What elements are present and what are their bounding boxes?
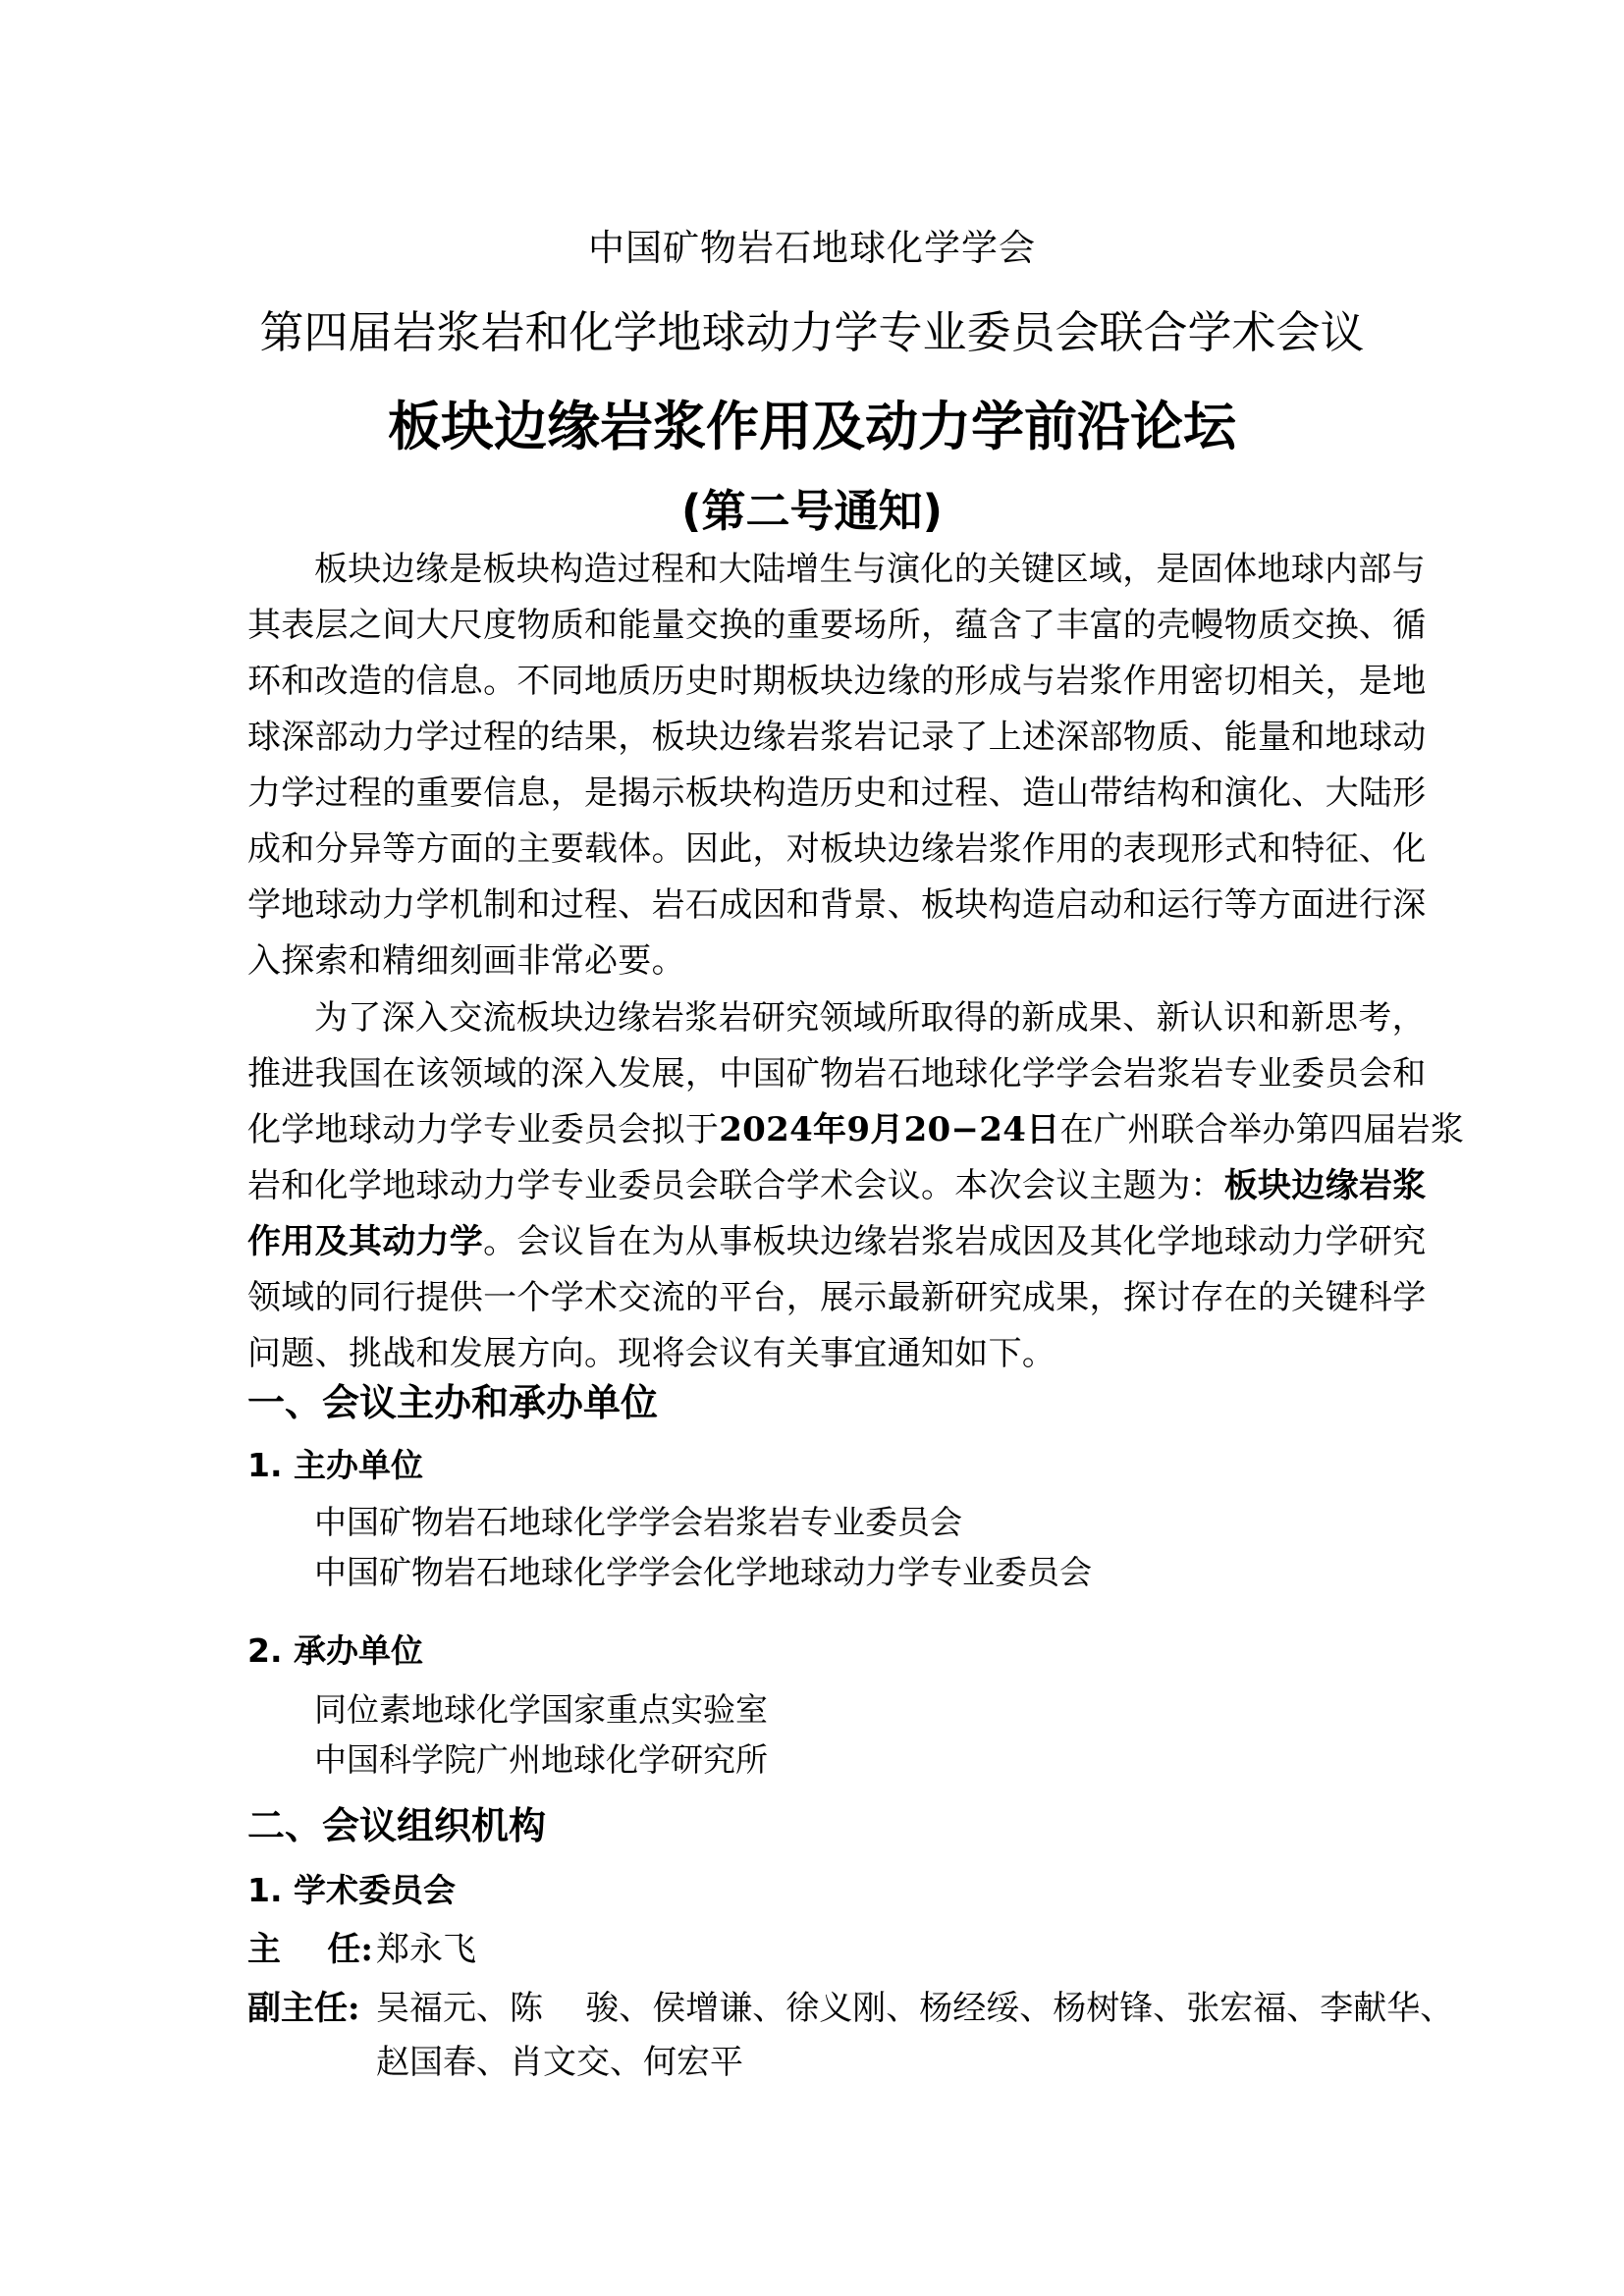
section-heading-1: 一、会议主办和承办单位 <box>247 1381 659 1424</box>
vice-chair-list: 吴福元、陈 骏、侯增谦、徐义刚、杨经绥、杨树锋、张宏福、李献华、 <box>376 1989 1454 2028</box>
forum-title: 板块边缘岩浆作用及动力学前沿论坛 <box>388 396 1236 457</box>
conference-title: 第四届岩浆岩和化学地球动力学专业委员会联合学术会议 <box>259 306 1365 358</box>
text-line: 学地球动力学机制和过程、岩石成因和背景、板块构造启动和运行等方面进行深 <box>247 885 1427 925</box>
intro-paragraph-2 <box>247 990 1465 1382</box>
committee-heading: 1. 学术委员会 <box>247 1871 456 1909</box>
chair-name: 郑永飞 <box>376 1930 476 1969</box>
vice-chair-label: 副主任: <box>247 1989 360 2028</box>
intro-paragraph-1 <box>247 542 1427 989</box>
text-line: 化学地球动力学专业委员会拟于2024年9月20−24日在广州联合举办第四届岩浆 <box>247 1110 1465 1149</box>
vice-chair-list: 赵国春、肖文交、何宏平 <box>376 2043 743 2082</box>
organizer-item: 中国科学院广州地球化学研究所 <box>314 1740 768 1779</box>
chair-label: 主 任: <box>247 1930 373 1969</box>
sponsor-heading: 1. 主办单位 <box>247 1446 423 1484</box>
text-line: 入探索和精细刻画非常必要。 <box>247 941 685 981</box>
text-line: 领域的同行提供一个学术交流的平台，展示最新研究成果，探讨存在的关键科学 <box>247 1278 1427 1317</box>
text-line: 其表层之间大尺度物质和能量交换的重要场所，蕴含了丰富的壳幔物质交换、循 <box>247 606 1427 645</box>
text-line: 为了深入交流板块边缘岩浆岩研究领域所取得的新成果、新认识和新思考， <box>314 998 1426 1038</box>
sponsor-item: 中国矿物岩石地球化学学会化学地球动力学专业委员会 <box>314 1553 1092 1591</box>
notice-number: (第二号通知) <box>680 485 944 537</box>
text-line: 成和分异等方面的主要载体。因此，对板块边缘岩浆作用的表现形式和特征、化 <box>247 829 1427 869</box>
organizer-item: 同位素地球化学国家重点实验室 <box>314 1690 768 1729</box>
text-line: 环和改造的信息。不同地质历史时期板块边缘的形成与岩浆作用密切相关，是地 <box>247 662 1427 701</box>
text-line: 作用及其动力学。会议旨在为从事板块边缘岩浆岩成因及其化学地球动力学研究 <box>247 1222 1427 1261</box>
text-line: 力学过程的重要信息，是揭示板块构造历史和过程、造山带结构和演化、大陆形 <box>247 774 1427 813</box>
section-heading-2: 二、会议组织机构 <box>247 1804 547 1847</box>
meeting-date: 2024年9月20−24日 <box>719 1110 1060 1149</box>
text-line: 板块边缘是板块构造过程和大陆增生与演化的关键区域，是固体地球内部与 <box>314 550 1426 589</box>
sponsor-item: 中国矿物岩石地球化学学会岩浆岩专业委员会 <box>314 1503 962 1541</box>
society-name: 中国矿物岩石地球化学学会 <box>588 227 1036 269</box>
organizer-heading: 2. 承办单位 <box>247 1631 423 1670</box>
text-line: 推进我国在该领域的深入发展，中国矿物岩石地球化学学会岩浆岩专业委员会和 <box>247 1054 1427 1094</box>
text-line: 岩和化学地球动力学专业委员会联合学术会议。本次会议主题为：板块边缘岩浆 <box>247 1166 1427 1205</box>
meeting-theme: 作用及其动力学 <box>247 1222 484 1261</box>
text-line: 问题、挑战和发展方向。现将会议有关事宜通知如下。 <box>247 1334 1056 1373</box>
text-line: 球深部动力学过程的结果，板块边缘岩浆岩记录了上述深部物质、能量和地球动 <box>247 718 1427 757</box>
meeting-theme: 板块边缘岩浆 <box>1223 1166 1427 1205</box>
